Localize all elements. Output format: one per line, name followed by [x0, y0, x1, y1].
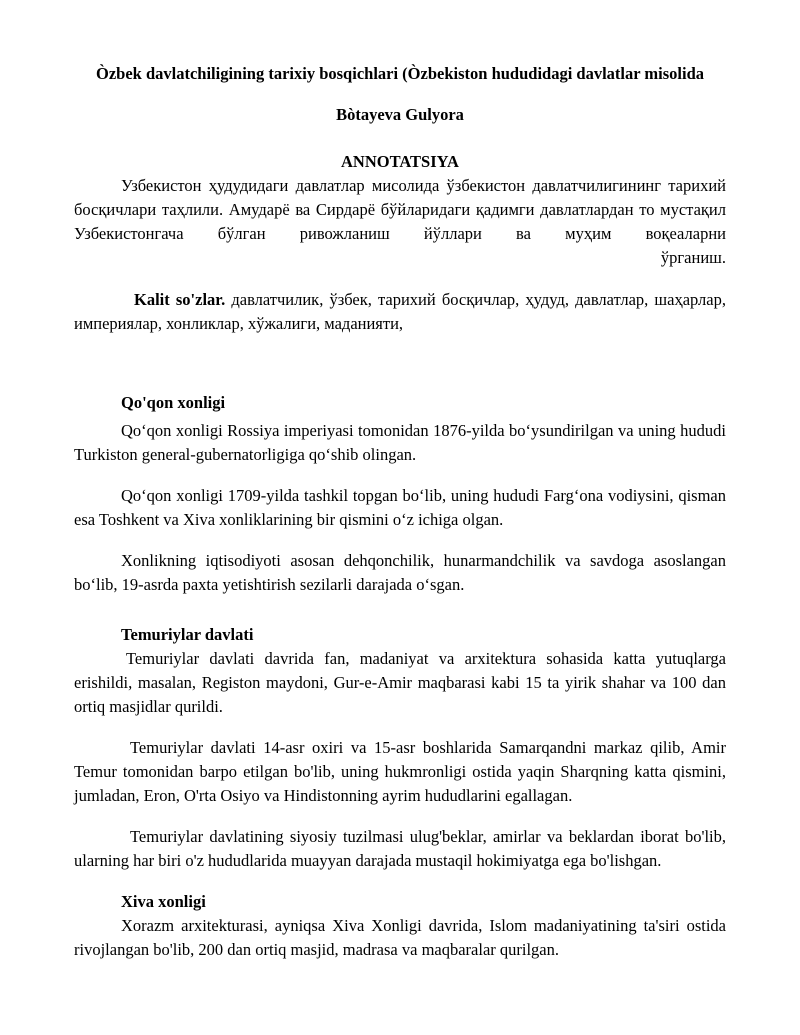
section-paragraph: Qo‘qon xonligi 1709-yilda tashkil topgan bo‘lib, uning hududi Farg‘ona vodiysini, qisman esa Toshkent va Xiva xonliklarining bir qismini o‘z ichiga olgan. — [74, 486, 726, 529]
annotation-text-end: ўрганиш. — [660, 248, 726, 267]
keywords-paragraph — [74, 288, 726, 336]
section-heading-xiva: Xiva xonligi — [121, 892, 206, 911]
section-paragraph: Temuriylar davlatining siyosiy tuzilmasi ulug'beklar, amirlar va beklardan iborat bo'lib, ularning har biri o'z hududlarida muayyan darajada mustaqil hokimiyatga ega bo'lishgan. — [74, 827, 726, 870]
keywords-label: Kalit so'zlar. — [134, 290, 226, 309]
section-paragraph: Temuriylar davlati 14-asr oxiri va 15-asr boshlarida Samarqandni markaz qilib, Amir Temur tomonidan barpo etilgan bo'lib, uning hukmronligi ostida yaqin Sharqning katta qismini, jumladan, Eron, O'rta Osiyo va Hindistonning ayrim hududlarini egallagan. — [74, 738, 726, 805]
section-paragraph: Temuriylar davlati davrida fan, madaniyat va arxitektura sohasida katta yutuqlarga erishildi, masalan, Registon maydoni, Gur-e-Amir maqbarasi kabi 15 ta yirik shahar va 100 dan ortiq masjidlar qurildi. — [74, 649, 726, 716]
keywords-text: давлатчилик, ўзбек, тарихий босқичлар, ҳудуд, давлатлар, шаҳарлар, империялар, хонликлар, хўжалиги, маданияти, — [74, 290, 726, 333]
section-heading-temuriylar: Temuriylar davlati — [121, 625, 254, 644]
section-paragraph: Xorazm arxitekturasi, ayniqsa Xiva Xonligi davrida, Islom madaniyatining ta'siri ostida rivojlangan bo'lib, 200 dan ortiq masjid, madrasa va maqbaralar qurilgan. — [74, 916, 726, 959]
author-name: Bòtayeva Gulyora — [336, 105, 464, 124]
paper-title: Òzbek davlatchiligining tarixiy bosqichlari (Òzbekiston hududidagi davlatlar misolida — [95, 64, 705, 83]
annotation-text: Узбекистон ҳудудидаги давлатлар мисолида ўзбекистон давлатчилигининг тарихий босқичлари таҳлили. Амударё ва Сирдарё бўйларидаги қадимги давлатлардан то мустақил Узбекистонгача бўлган ривожланиш йўллари ва муҳим воқеаларни — [74, 176, 726, 243]
section-heading-qoqon: Qo'qon xonligi — [121, 393, 226, 412]
section-paragraph: Qo‘qon xonligi Rossiya imperiyasi tomonidan 1876-yilda bo‘ysundirilgan va uning hududi Turkiston general-gubernatorligiga qo‘shib olingan. — [74, 421, 726, 464]
section-paragraph: Xonlikning iqtisodiyoti asosan dehqonchilik, hunarmandchilik va savdoga asoslangan bo‘lib, 19-asrda paxta yetishtirish sezilarli darajada o‘sgan. — [74, 551, 726, 594]
document-page — [74, 62, 726, 962]
annotation-heading: ANNOTATSIYA — [341, 152, 459, 171]
